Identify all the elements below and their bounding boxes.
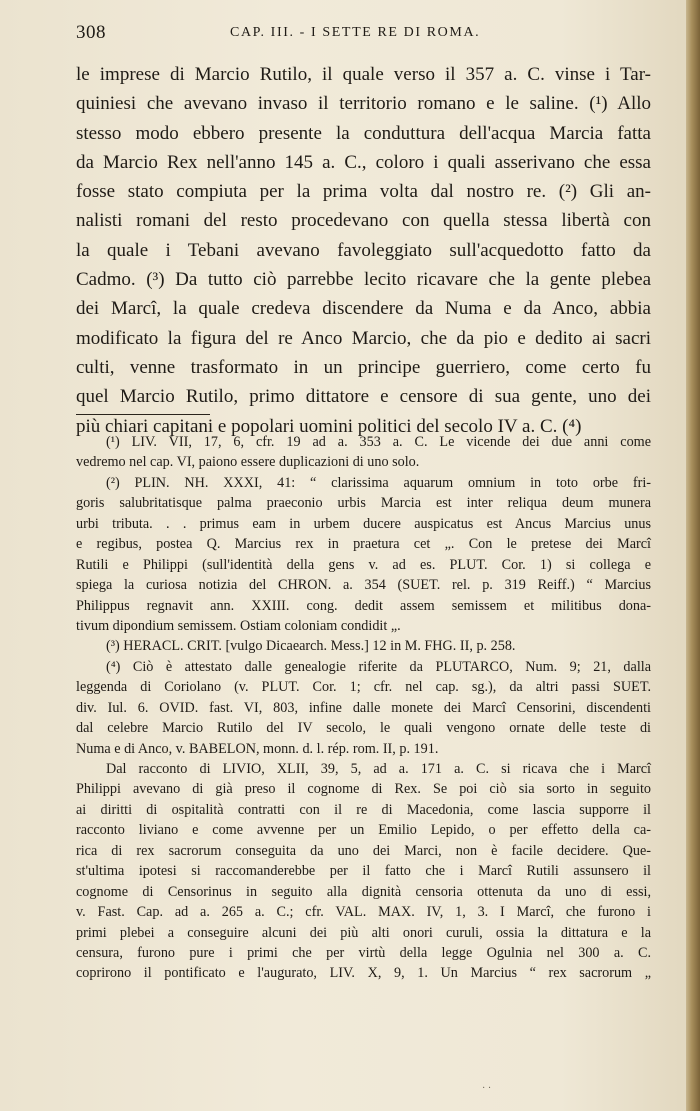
- footnote-line: (⁴) Ciò è attestato dalle genealogie riferite da PLUTARCO, Num. 9; 21, dalla: [106, 658, 651, 675]
- footnote-line: racconto liviano e come avvenne per un Emilio Lepido, o per effetto della ca-: [76, 822, 651, 839]
- footnote-line: rica di rex sacrorum conseguita da uno dei Marci, non è facile decidere. Que-: [76, 842, 651, 859]
- footnote-line: (³) HERACL. CRIT. [vulgo Dicaearch. Mess.] 12 in M. FHG. II, p. 258.: [106, 638, 516, 655]
- footnote-line: (¹) LIV. VII, 17, 6, cfr. 19 ad a. 353 a. C. Le vicende dei due anni come: [106, 434, 651, 450]
- footnote-line: ai diritti di ospitalità contratti con il re di Macedonia, come lascia supporre il: [76, 801, 651, 818]
- text-line: nalisti romani del resto procedevano con quella stessa libertà con: [76, 210, 651, 232]
- footnote-line: vedremo nel cap. VI, paiono essere duplicazioni di uno solo.: [76, 454, 420, 471]
- text-line: stesso modo ebbero presente la conduttura dell'acqua Marcia fatta: [76, 122, 651, 144]
- text-line: modificato la figura del re Anco Marcio, che da pio e dedito ai sacri: [76, 327, 651, 349]
- footnotes: [76, 432, 651, 984]
- text-line: Cadmo. (³) Da tutto ciò parrebbe lecito ricavare che la gente plebea: [76, 269, 651, 291]
- text-line: dei Marcî, la quale credeva discendere da Numa e da Anco, abbia: [76, 298, 651, 320]
- footnote-line: goris salubritatisque palma praeconio urbis Marcia est inter reliqua deum munera: [76, 495, 651, 512]
- main-text: [76, 60, 651, 441]
- footnote-line: spiega la curiosa notizia del CHRON. a. 354 (SUET. rel. p. 319 Reiff.) “ Marcius: [76, 577, 651, 594]
- footnote-line: st'ultima ipotesi si raccomanderebbe per il fatto che i Marcî Rutili assunsero il: [76, 863, 651, 880]
- running-head: [76, 22, 666, 46]
- page-edge: [686, 0, 700, 1111]
- footnote-line: urbi tributa. . . primus eam in urbem ducere auspicatus est Ancus Marcius unus: [76, 515, 651, 532]
- footnote-separator: [76, 414, 210, 415]
- footnote-line: div. Iul. 6. OVID. fast. VI, 803, infine dalle monete dei Marcî Censorini, discendenti: [76, 699, 651, 716]
- footnote-line: dal celebre Marcio Rutilo del IV secolo, le quali vengono ornate delle teste di: [76, 720, 651, 737]
- footnote-line: tivum dipondium semissem. Ostiam coloniam condidit „.: [76, 617, 401, 634]
- footnote-line: Philippus regnavit ann. XXIII. cong. dedit assem semissem et militibus dona-: [76, 597, 651, 614]
- print-speck: · ·: [482, 1083, 492, 1094]
- footnote-line: censura, furono pure i primi che per virtù della legge Ogulnia nel 300 a. C.: [76, 944, 651, 961]
- footnote-line: cognome di Censorinus in seguito alla dignità censoria ottenuta da uno di essi,: [76, 883, 651, 900]
- text-line: quiniesi che avevano invaso il territorio romano e le saline. (¹) Allo: [76, 93, 651, 115]
- text-line: le imprese di Marcio Rutilo, il quale verso il 357 a. C. vinse i Tar-: [76, 64, 651, 85]
- chapter-title: CAP. III. - I SETTE RE DI ROMA.: [230, 25, 481, 40]
- footnote-line: primi plebei a conseguire alcuni dei più alti onori curuli, ossia la dittatura e la: [76, 924, 651, 941]
- page-number: 308: [76, 22, 106, 43]
- text-line: la quale i Tebani avevano favoleggiato sull'acquedotto fatto da: [76, 239, 651, 261]
- footnote-line: e regibus, postea Q. Marcius rex in praetura cet „. Con le pretese dei Marcî: [76, 536, 651, 553]
- footnote-line: leggenda di Coriolano (v. PLUT. Cor. 1; cfr. nel cap. sg.), da altri passi SUET.: [76, 679, 651, 696]
- footnote-line: Dal racconto di LIVIO, XLII, 39, 5, ad a. 171 a. C. si ricava che i Marcî: [106, 761, 651, 777]
- footnote-line: coprirono il pontificato e l'augurato, LIV. X, 9, 1. Un Marcius “ rex sacrorum „: [76, 965, 651, 982]
- footnote-line: Rutili e Philippi (sull'identità della gens v. ad es. PLUT. Cor. 1) si collega e: [76, 556, 651, 573]
- footnote-line: v. Fast. Cap. ad a. 265 a. C.; cfr. VAL. MAX. IV, 1, 3. I Marcî, che furono i: [76, 904, 651, 921]
- text-line: più chiari capitani e popolari uomini politici del secolo IV a. C. (⁴): [76, 415, 582, 437]
- footnote-line: Numa e di Anco, v. BABELON, monn. d. l. rép. rom. II, p. 191.: [76, 740, 439, 757]
- text-line: culti, venne trasformato in un principe guerriero, come certo fu: [76, 356, 651, 378]
- text-line: fosse stato compiuta per la prima volta dal nostro re. (²) Gli an-: [76, 181, 651, 203]
- text-line: da Marcio Rex nell'anno 145 a. C., coloro i quali asserivano che essa: [76, 151, 651, 173]
- footnote-line: (²) PLIN. NH. XXXI, 41: “ clarissima aquarum omnium in toto orbe fri-: [106, 474, 651, 491]
- footnote-line: Philippi avevano di già preso il cognome di Rex. Se poi ciò sia sorto in seguito: [76, 781, 651, 798]
- text-line: quel Marcio Rutilo, primo dittatore e censore di sua gente, uno dei: [76, 386, 651, 408]
